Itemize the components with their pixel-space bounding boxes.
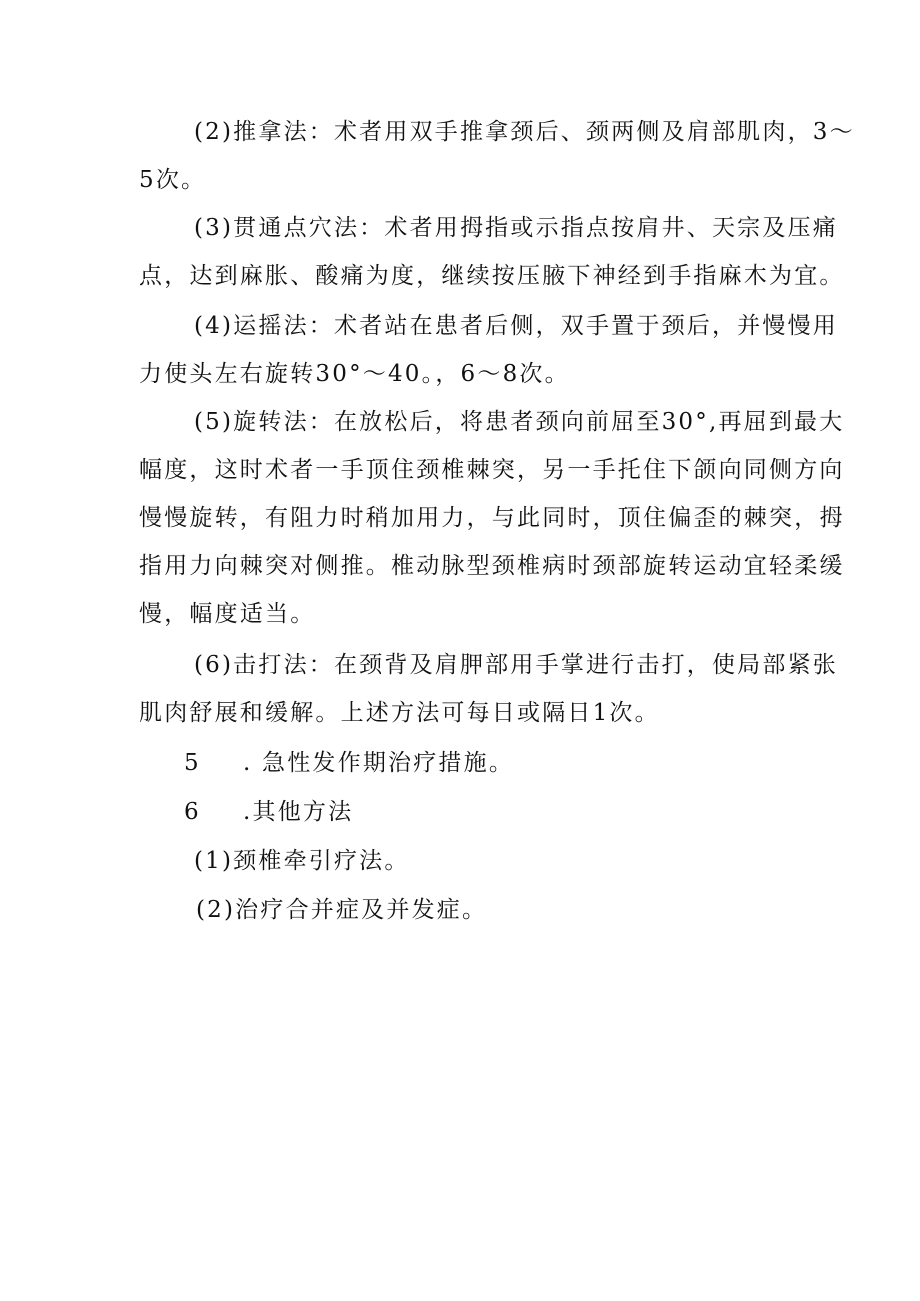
paragraph-2-line-2: 5次。 — [139, 167, 207, 193]
paragraph-5-line-5: 慢，幅度适当。 — [139, 601, 316, 627]
paragraph-6-line-1: (6)击打法：在颈背及肩胛部用手掌进行击打，使局部紧张 — [194, 652, 838, 678]
item-6-text: .其他方法 — [243, 799, 354, 825]
paragraph-3-line-2: 点，达到麻胀、酸痛为度，继续按压腋下神经到手指麻木为宜。 — [139, 263, 845, 289]
paragraph-5-line-3: 慢慢旋转，有阻力时稍加用力，与此同时，顶住偏歪的棘突，拇 — [139, 505, 845, 531]
subitem-1: (1)颈椎牵引疗法。 — [194, 848, 410, 874]
subitem-2: (2)治疗合并症及并发症。 — [196, 897, 488, 923]
paragraph-4-line-2: 力使头左右旋转30°～40。，6～8次。 — [139, 361, 570, 387]
paragraph-6-line-2: 肌肉舒展和缓解。上述方法可每日或隔日1次。 — [139, 700, 660, 726]
paragraph-4-line-1: (4)运摇法：术者站在患者后侧，双手置于颈后，并慢慢用 — [194, 313, 838, 339]
paragraph-2-line-1: (2)推拿法：术者用双手推拿颈后、颈两侧及肩部肌肉，3～ — [194, 119, 855, 145]
item-5-number: 5 — [184, 750, 199, 776]
item-5-text: . 急性发作期治疗措施。 — [243, 750, 515, 776]
paragraph-3-line-1: (3)贯通点穴法：术者用拇指或示指点按肩井、天宗及压痛 — [194, 215, 838, 241]
item-6-number: 6 — [184, 799, 199, 825]
paragraph-5-line-2: 幅度，这时术者一手顶住颈椎棘突，另一手托住下颌向同侧方向 — [139, 457, 845, 483]
paragraph-5-line-4: 指用力向棘突对侧推。椎动脉型颈椎病时颈部旋转运动宜轻柔缓 — [139, 553, 845, 579]
paragraph-5-line-1: (5)旋转法：在放松后，将患者颈向前屈至30°,再屈到最大 — [194, 409, 845, 435]
